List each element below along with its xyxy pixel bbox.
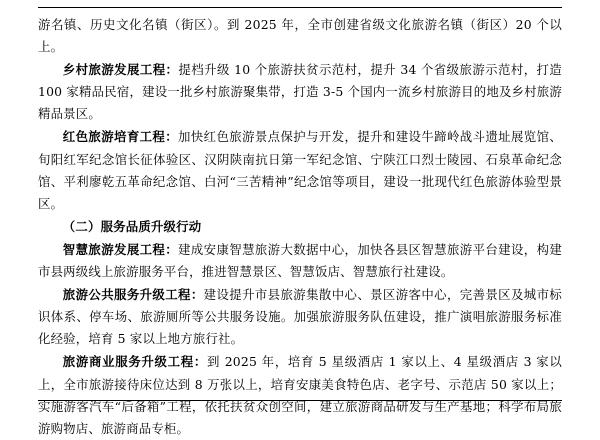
document-body [38,14,562,440]
paragraph-lead: 红色旅游培育工程： [62,129,179,145]
paragraph-lead: 智慧旅游发展工程： [62,241,179,257]
paragraph-lead: 旅游商业服务升级工程： [62,354,207,370]
paragraph-section-two-heading [38,216,562,238]
page-top-rule [38,7,562,8]
paragraph-cultural-tourism-towns [38,14,562,58]
paragraph-rural-tourism-project [38,59,562,125]
paragraph-text: 加快红色旅游景点保护与开发，提升和建设牛蹄岭战斗遗址展览馆、旬阳红军纪念馆长征体验区、汉阴陕南抗日第一军纪念馆、宁陕江口烈士陵园、石泉革命纪念馆、平利廖乾五革命纪念馆、白河“三苦精神”纪念馆等项目，建设一批现代红色旅游体验型景区。 [38,129,562,211]
paragraph-smart-tourism-project [38,239,562,283]
page-bottom-rule [38,400,562,401]
paragraph-text: 游名镇、历史文化名镇（街区）。到 2025 年，全市创建省级文化旅游名镇（街区）20 个以上。 [38,17,562,55]
paragraph-text: 到 2025 年，培育 5 星级酒店 1 家以上、4 星级酒店 3 家以上，全市旅游接待床位达到 8 万张以上，培育安康美食特色店、老字号、示范店 50 家以上；实施游客汽车“后备箱”工程，依托扶贫众创空间，建立旅游商品研发与生产基地；科学布局旅游购物店、旅游商品专柜。 [38,354,563,436]
paragraph-business-service-project [38,351,562,439]
paragraph-text: 建设提升市县旅游集散中心、景区游客中心，完善景区及城市标识体系、停车场、旅游厕所等公共服务设施。加强旅游服务队伍建设，推广演唱旅游服务标准化经验，培育 5 家以上地方旅行社。 [38,287,562,347]
paragraph-lead: 乡村旅游发展工程： [62,62,179,78]
paragraph-lead: 旅游公共服务升级工程： [62,287,204,303]
paragraph-red-tourism-project [38,126,562,214]
section-heading-text: （二）服务品质升级行动 [62,218,202,234]
paragraph-text: 建成安康智慧旅游大数据中心，加快各县区智慧旅游平台建设，构建市县两级线上旅游服务平台，推进智慧景区、智慧饭店、智慧旅行社建设。 [38,241,562,280]
paragraph-public-service-project [38,284,562,350]
paragraph-text: 提档升级 10 个旅游扶贫示范村，提升 34 个省级旅游示范村，打造 100 家精品民宿，建设一批乡村旅游聚集带，打造 3-5 个国内一流乡村旅游目的地及乡村旅游精品景区。 [38,62,562,122]
